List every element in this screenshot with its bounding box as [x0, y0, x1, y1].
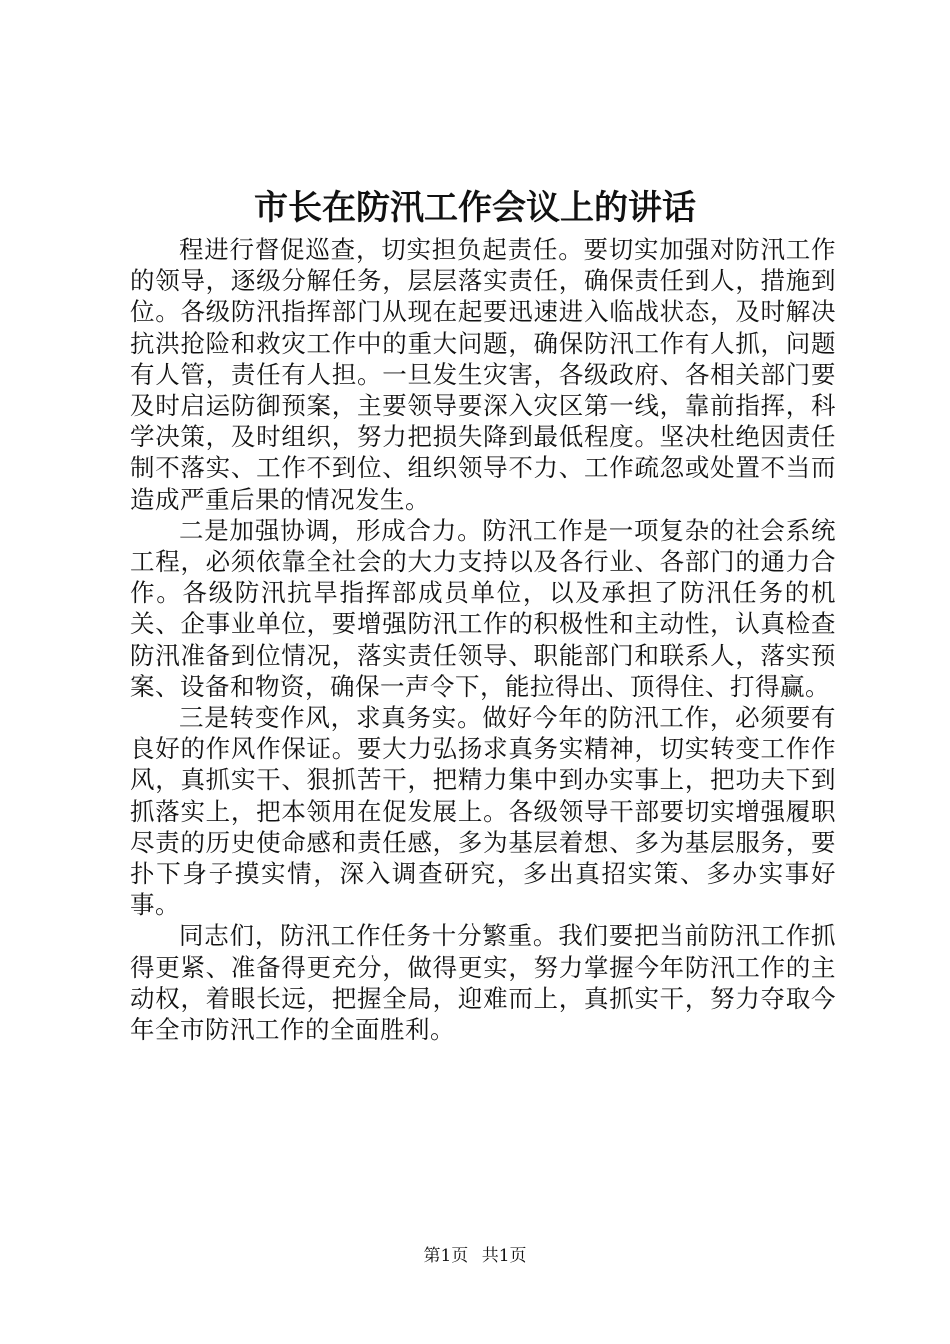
paragraph-3: 三是转变作风，求真务实。做好今年的防汛工作，必须要有良好的作风作保证。要大力弘扬求真务实精神，切实转变工作作风，真抓实干、狠抓苦干，把精力集中到办实事上，把功夫下到抓落实上，把本领用在促发展上。各级领导干部要切实增强履职尽责的历史使命感和责任感，多为基层着想、多为基层服务，要扑下身子摸实情，深入调查研究，多出真招实策、多办实事好事。	[130, 703, 836, 920]
document-title: 市长在防汛工作会议上的讲话	[254, 188, 696, 228]
page-footer	[0, 1244, 950, 1268]
page-number-current: 第1页	[423, 1246, 469, 1266]
paragraph-4: 同志们，防汛工作任务十分繁重。我们要把当前防汛工作抓得更紧、准备得更充分，做得更实，努力掌握今年防汛工作的主动权，着眼长远，把握全局，迎难而上，真抓实干，努力夺取今年全市防汛工作的全面胜利。	[130, 921, 836, 1045]
page-number-total: 共1页	[481, 1246, 527, 1266]
paragraph-1: 程进行督促巡查，切实担负起责任。要切实加强对防汛工作的领导，逐级分解任务，层层落实责任，确保责任到人，措施到位。各级防汛指挥部门从现在起要迅速进入临战状态，及时解决抗洪抢险和救灾工作中的重大问题，确保防汛工作有人抓，问题有人管，责任有人担。一旦发生灾害，各级政府、各相关部门要及时启运防御预案，主要领导要深入灾区第一线，靠前指挥，科学决策，及时组织，努力把损失降到最低程度。坚决杜绝因责任制不落实、工作不到位、组织领导不力、工作疏忽或处置不当而造成严重后果的情况发生。	[130, 235, 836, 514]
document-body	[130, 234, 836, 1045]
paragraph-2: 二是加强协调，形成合力。防汛工作是一项复杂的社会系统工程，必须依靠全社会的大力支持以及各行业、各部门的通力合作。各级防汛抗旱指挥部成员单位，以及承担了防汛任务的机关、企事业单位，要增强防汛工作的积极性和主动性，认真检查防汛准备到位情况，落实责任领导、职能部门和联系人，落实预案、设备和物资，确保一声令下，能拉得出、顶得住、打得赢。	[130, 515, 836, 701]
